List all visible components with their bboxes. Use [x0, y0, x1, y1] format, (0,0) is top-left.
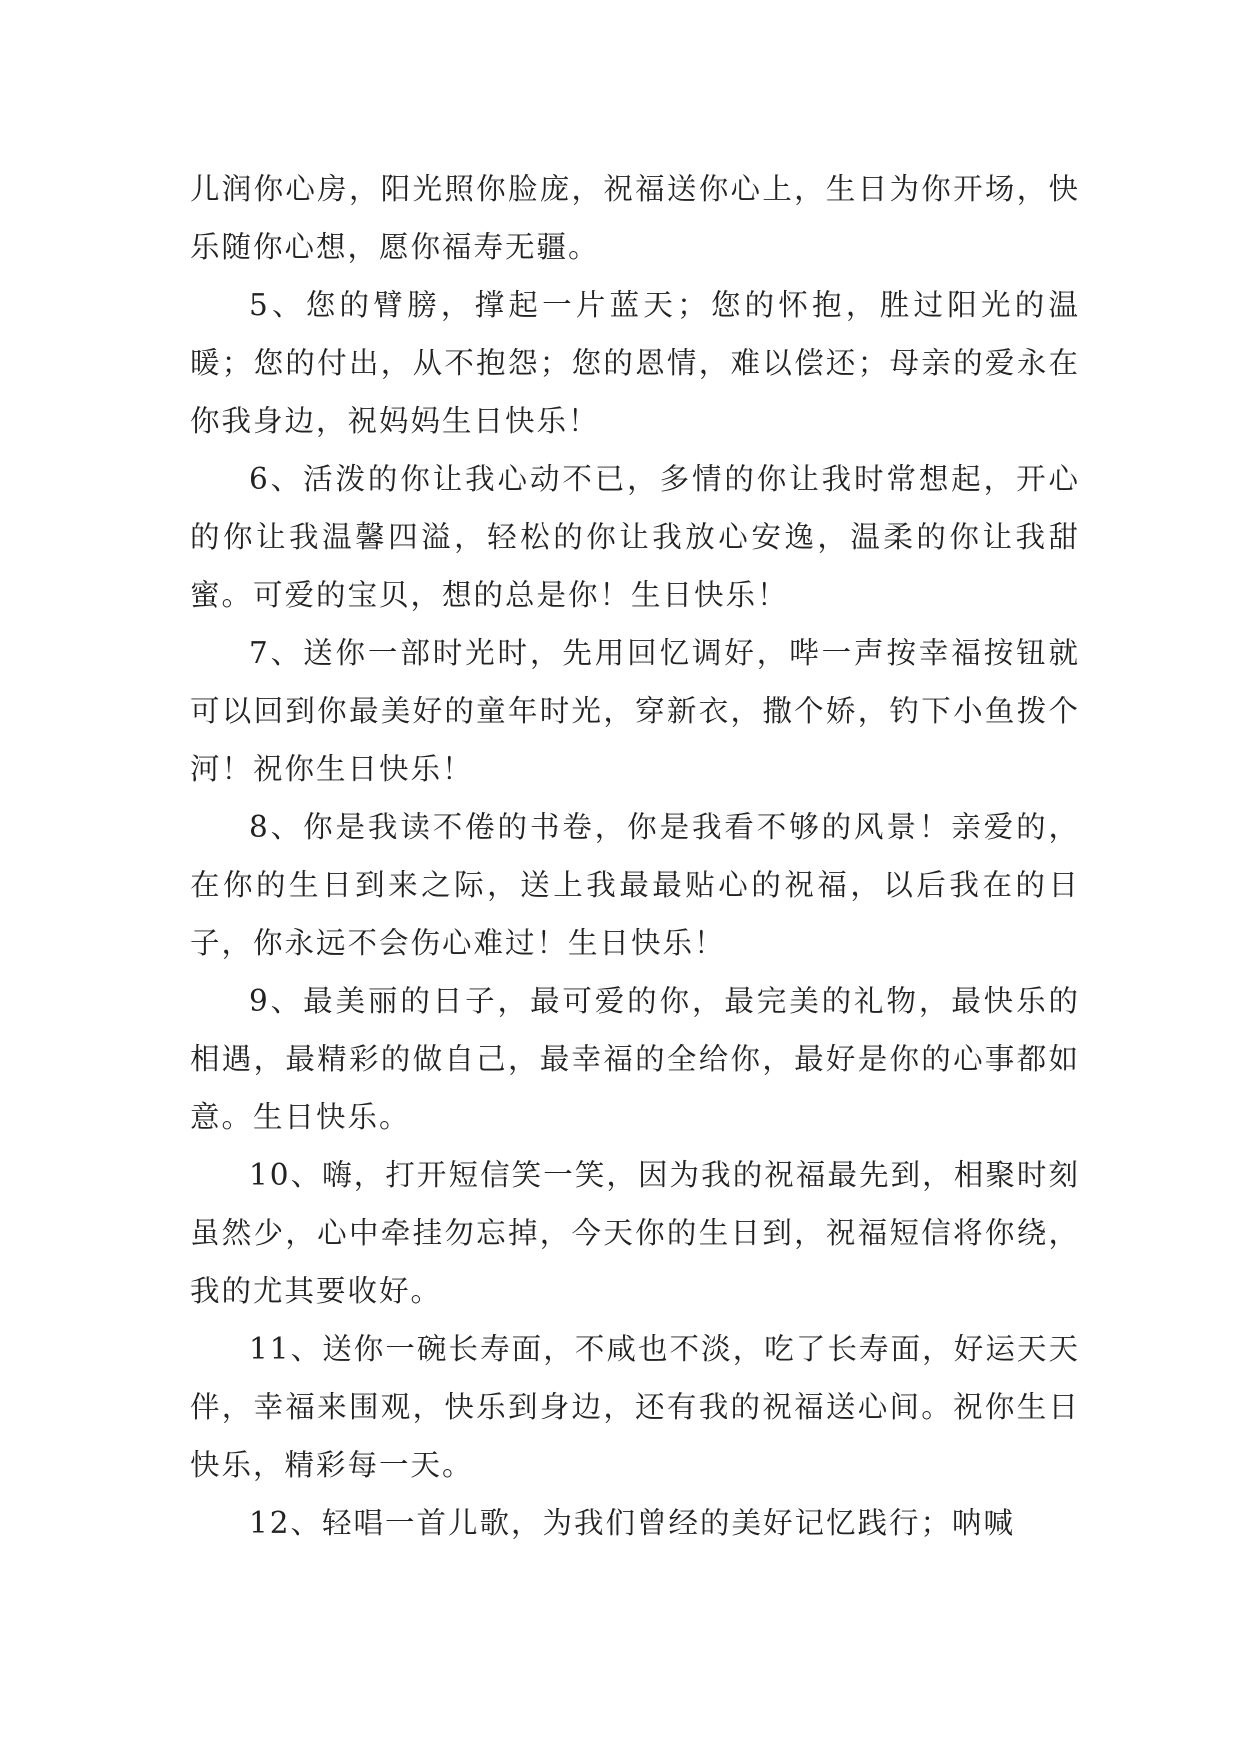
paragraph-wish-5: 5、您的臂膀，撑起一片蓝天；您的怀抱，胜过阳光的温暖；您的付出，从不抱怨；您的恩情，难以偿还；母亲的爱永在你我身边，祝妈妈生日快乐！: [190, 288, 1080, 438]
paragraph-wish-11: 11、送你一碗长寿面，不咸也不淡，吃了长寿面，好运天天伴，幸福来围观，快乐到身边，还有我的祝福送心间。祝你生日快乐，精彩每一天。: [190, 1332, 1080, 1482]
paragraph-wish-9: 9、最美丽的日子，最可爱的你，最完美的礼物，最快乐的相遇，最精彩的做自己，最幸福的全给你，最好是你的心事都如意。生日快乐。: [190, 984, 1080, 1134]
paragraph-wish-6: 6、活泼的你让我心动不已，多情的你让我时常想起，开心的你让我温馨四溢，轻松的你让我放心安逸，温柔的你让我甜蜜。可爱的宝贝，想的总是你！生日快乐！: [190, 462, 1080, 612]
paragraph-wish-7: 7、送你一部时光时，先用回忆调好，哔一声按幸福按钮就可以回到你最美好的童年时光，穿新衣，撒个娇，钓下小鱼拨个河！祝你生日快乐！: [190, 636, 1080, 786]
paragraph-wish-8: 8、你是我读不倦的书卷，你是我看不够的风景！亲爱的，在你的生日到来之际，送上我最最贴心的祝福，以后我在的日子，你永远不会伤心难过！生日快乐！: [190, 810, 1080, 960]
paragraph-wish-10: 10、嗨，打开短信笑一笑，因为我的祝福最先到，相聚时刻虽然少，心中牵挂勿忘掉，今天你的生日到，祝福短信将你绕，我的尤其要收好。: [190, 1158, 1080, 1308]
document-body: [190, 160, 1080, 1552]
paragraph-wish-12: 12、轻唱一首儿歌，为我们曾经的美好记忆践行；呐喊: [249, 1506, 1016, 1540]
paragraph-continuation: 儿润你心房，阳光照你脸庞，祝福送你心上，生日为你开场，快乐随你心想，愿你福寿无疆。: [190, 172, 1080, 264]
